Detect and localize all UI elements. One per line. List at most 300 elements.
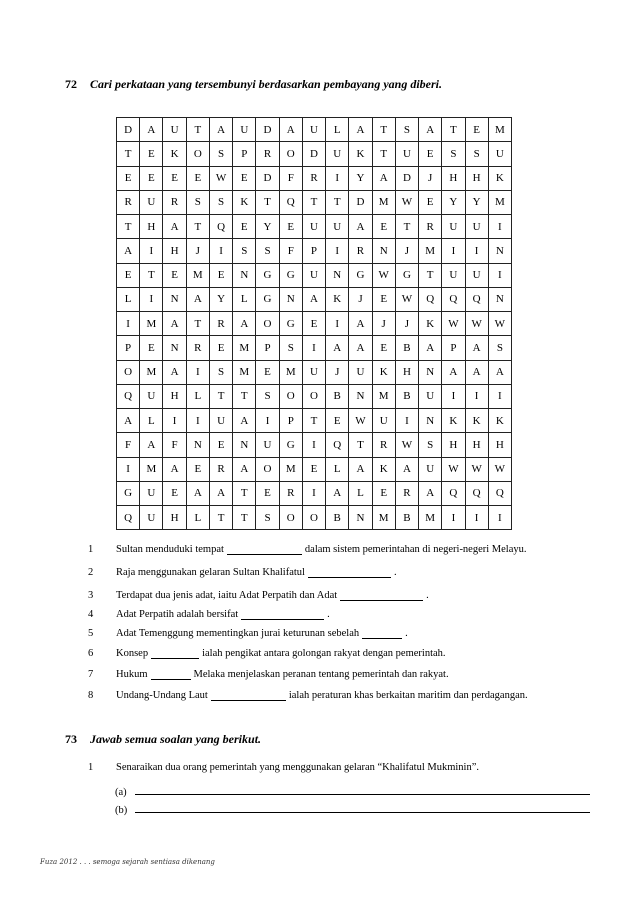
grid-cell[interactable]: E	[233, 166, 256, 190]
grid-cell[interactable]: W	[488, 312, 511, 336]
clue-answer-blank[interactable]	[151, 668, 191, 680]
grid-cell[interactable]: L	[140, 409, 163, 433]
grid-cell[interactable]: A	[163, 457, 186, 481]
grid-cell[interactable]: K	[465, 409, 488, 433]
grid-cell[interactable]: J	[349, 287, 372, 311]
grid-cell[interactable]: A	[326, 481, 349, 505]
grid-cell[interactable]: J	[326, 360, 349, 384]
grid-cell[interactable]: T	[372, 142, 395, 166]
grid-cell[interactable]: K	[163, 142, 186, 166]
grid-cell[interactable]: A	[465, 360, 488, 384]
grid-cell[interactable]: S	[186, 190, 209, 214]
grid-cell[interactable]: A	[326, 336, 349, 360]
grid-cell[interactable]: D	[302, 142, 325, 166]
grid-cell[interactable]: A	[442, 360, 465, 384]
grid-cell[interactable]: G	[117, 481, 140, 505]
grid-cell[interactable]: U	[442, 215, 465, 239]
grid-cell[interactable]: P	[442, 336, 465, 360]
grid-cell[interactable]: W	[395, 287, 418, 311]
grid-cell[interactable]: T	[117, 142, 140, 166]
grid-cell[interactable]: R	[279, 481, 302, 505]
grid-cell[interactable]: A	[163, 215, 186, 239]
grid-cell[interactable]: A	[117, 409, 140, 433]
grid-cell[interactable]: E	[419, 142, 442, 166]
grid-cell[interactable]: A	[209, 481, 232, 505]
grid-cell[interactable]: G	[279, 263, 302, 287]
grid-cell[interactable]: H	[163, 239, 186, 263]
grid-cell[interactable]: A	[140, 433, 163, 457]
grid-cell[interactable]: Q	[326, 433, 349, 457]
grid-cell[interactable]: Q	[442, 287, 465, 311]
grid-cell[interactable]: K	[442, 409, 465, 433]
grid-cell[interactable]: T	[326, 190, 349, 214]
grid-cell[interactable]: J	[372, 312, 395, 336]
grid-cell[interactable]: M	[488, 118, 511, 142]
grid-cell[interactable]: R	[372, 433, 395, 457]
grid-cell[interactable]: Y	[256, 215, 279, 239]
grid-cell[interactable]: E	[256, 360, 279, 384]
grid-cell[interactable]: K	[372, 457, 395, 481]
grid-cell[interactable]: W	[442, 457, 465, 481]
grid-cell[interactable]: L	[186, 506, 209, 530]
grid-cell[interactable]: U	[302, 360, 325, 384]
grid-cell[interactable]: U	[140, 384, 163, 408]
grid-cell[interactable]: R	[395, 481, 418, 505]
grid-cell[interactable]: K	[349, 142, 372, 166]
grid-cell[interactable]: R	[349, 239, 372, 263]
grid-cell[interactable]: A	[419, 481, 442, 505]
grid-cell[interactable]: A	[488, 360, 511, 384]
grid-cell[interactable]: A	[349, 118, 372, 142]
grid-cell[interactable]: U	[302, 215, 325, 239]
grid-cell[interactable]: F	[163, 433, 186, 457]
grid-cell[interactable]: E	[209, 263, 232, 287]
grid-cell[interactable]: I	[256, 409, 279, 433]
grid-cell[interactable]: T	[302, 190, 325, 214]
grid-cell[interactable]: U	[465, 263, 488, 287]
grid-cell[interactable]: N	[488, 287, 511, 311]
grid-cell[interactable]: L	[326, 118, 349, 142]
grid-cell[interactable]: E	[372, 287, 395, 311]
grid-cell[interactable]: I	[488, 506, 511, 530]
grid-cell[interactable]: N	[163, 287, 186, 311]
grid-cell[interactable]: I	[465, 239, 488, 263]
grid-cell[interactable]: M	[419, 506, 442, 530]
grid-cell[interactable]: D	[256, 166, 279, 190]
grid-cell[interactable]: N	[163, 336, 186, 360]
grid-cell[interactable]: T	[186, 215, 209, 239]
grid-cell[interactable]: F	[279, 239, 302, 263]
grid-cell[interactable]: I	[395, 409, 418, 433]
clue-answer-blank[interactable]	[340, 589, 423, 601]
grid-cell[interactable]: N	[419, 360, 442, 384]
grid-cell[interactable]: I	[488, 263, 511, 287]
grid-cell[interactable]: B	[395, 384, 418, 408]
grid-cell[interactable]: G	[256, 263, 279, 287]
grid-cell[interactable]: E	[372, 336, 395, 360]
grid-cell[interactable]: K	[233, 190, 256, 214]
grid-cell[interactable]: M	[488, 190, 511, 214]
grid-cell[interactable]: T	[233, 506, 256, 530]
grid-cell[interactable]: A	[349, 457, 372, 481]
grid-cell[interactable]: S	[465, 142, 488, 166]
grid-cell[interactable]: R	[186, 336, 209, 360]
grid-cell[interactable]: E	[256, 481, 279, 505]
grid-cell[interactable]: U	[163, 118, 186, 142]
grid-cell[interactable]: E	[465, 118, 488, 142]
grid-cell[interactable]: H	[442, 166, 465, 190]
grid-cell[interactable]: I	[326, 166, 349, 190]
grid-cell[interactable]: A	[117, 239, 140, 263]
grid-cell[interactable]: S	[209, 190, 232, 214]
grid-cell[interactable]: G	[279, 433, 302, 457]
grid-cell[interactable]: E	[372, 481, 395, 505]
grid-cell[interactable]: A	[465, 336, 488, 360]
grid-cell[interactable]: S	[209, 142, 232, 166]
grid-cell[interactable]: A	[163, 312, 186, 336]
clue-answer-blank[interactable]	[227, 543, 302, 555]
grid-cell[interactable]: E	[279, 215, 302, 239]
grid-cell[interactable]: A	[279, 118, 302, 142]
grid-cell[interactable]: U	[326, 215, 349, 239]
grid-cell[interactable]: P	[302, 239, 325, 263]
grid-cell[interactable]: J	[395, 312, 418, 336]
grid-cell[interactable]: E	[186, 166, 209, 190]
grid-cell[interactable]: U	[140, 506, 163, 530]
grid-cell[interactable]: H	[488, 433, 511, 457]
grid-cell[interactable]: U	[419, 384, 442, 408]
grid-cell[interactable]: N	[186, 433, 209, 457]
grid-cell[interactable]: O	[279, 384, 302, 408]
grid-cell[interactable]: U	[488, 142, 511, 166]
grid-cell[interactable]: P	[256, 336, 279, 360]
grid-cell[interactable]: L	[233, 287, 256, 311]
grid-cell[interactable]: M	[233, 336, 256, 360]
grid-cell[interactable]: I	[465, 506, 488, 530]
grid-cell[interactable]: K	[326, 287, 349, 311]
grid-cell[interactable]: E	[163, 263, 186, 287]
grid-cell[interactable]: T	[372, 118, 395, 142]
grid-cell[interactable]: N	[488, 239, 511, 263]
grid-cell[interactable]: U	[256, 433, 279, 457]
grid-cell[interactable]: N	[349, 506, 372, 530]
grid-cell[interactable]: O	[279, 142, 302, 166]
grid-cell[interactable]: E	[209, 336, 232, 360]
grid-cell[interactable]: A	[233, 457, 256, 481]
grid-cell[interactable]: T	[442, 118, 465, 142]
grid-cell[interactable]: Q	[279, 190, 302, 214]
grid-cell[interactable]: U	[209, 409, 232, 433]
grid-cell[interactable]: I	[326, 239, 349, 263]
grid-cell[interactable]: J	[419, 166, 442, 190]
grid-cell[interactable]: K	[372, 360, 395, 384]
grid-cell[interactable]: E	[302, 312, 325, 336]
grid-cell[interactable]: E	[186, 457, 209, 481]
grid-cell[interactable]: I	[163, 409, 186, 433]
grid-cell[interactable]: Q	[465, 481, 488, 505]
grid-cell[interactable]: P	[233, 142, 256, 166]
grid-cell[interactable]: M	[279, 457, 302, 481]
grid-cell[interactable]: E	[419, 190, 442, 214]
grid-cell[interactable]: H	[163, 506, 186, 530]
grid-cell[interactable]: L	[186, 384, 209, 408]
grid-cell[interactable]: U	[302, 118, 325, 142]
grid-cell[interactable]: I	[488, 215, 511, 239]
grid-cell[interactable]: I	[488, 384, 511, 408]
grid-cell[interactable]: O	[186, 142, 209, 166]
clue-answer-blank[interactable]	[241, 608, 324, 620]
grid-cell[interactable]: A	[209, 118, 232, 142]
grid-cell[interactable]: B	[326, 384, 349, 408]
grid-cell[interactable]: S	[209, 360, 232, 384]
grid-cell[interactable]: D	[349, 190, 372, 214]
grid-cell[interactable]: Y	[465, 190, 488, 214]
grid-cell[interactable]: P	[117, 336, 140, 360]
grid-cell[interactable]: W	[209, 166, 232, 190]
clue-answer-blank[interactable]	[362, 627, 402, 639]
grid-cell[interactable]: W	[395, 433, 418, 457]
grid-cell[interactable]: J	[395, 239, 418, 263]
grid-cell[interactable]: U	[442, 263, 465, 287]
grid-cell[interactable]: E	[233, 215, 256, 239]
grid-cell[interactable]: R	[163, 190, 186, 214]
grid-cell[interactable]: T	[256, 190, 279, 214]
grid-cell[interactable]: H	[442, 433, 465, 457]
grid-cell[interactable]: U	[372, 409, 395, 433]
grid-cell[interactable]: U	[140, 481, 163, 505]
grid-cell[interactable]: A	[233, 312, 256, 336]
grid-cell[interactable]: U	[302, 263, 325, 287]
grid-cell[interactable]: M	[279, 360, 302, 384]
grid-cell[interactable]: E	[372, 215, 395, 239]
grid-cell[interactable]: D	[256, 118, 279, 142]
grid-cell[interactable]: O	[117, 360, 140, 384]
clue-answer-blank[interactable]	[308, 566, 391, 578]
grid-cell[interactable]: W	[349, 409, 372, 433]
grid-cell[interactable]: E	[140, 336, 163, 360]
grid-cell[interactable]: U	[349, 360, 372, 384]
answer-line-a[interactable]	[135, 794, 590, 795]
grid-cell[interactable]: Q	[209, 215, 232, 239]
grid-cell[interactable]: Q	[117, 506, 140, 530]
grid-cell[interactable]: K	[488, 409, 511, 433]
grid-cell[interactable]: H	[163, 384, 186, 408]
grid-cell[interactable]: H	[465, 166, 488, 190]
grid-cell[interactable]: A	[186, 287, 209, 311]
grid-cell[interactable]: I	[442, 239, 465, 263]
grid-cell[interactable]: I	[209, 239, 232, 263]
grid-cell[interactable]: Q	[419, 287, 442, 311]
grid-cell[interactable]: T	[209, 384, 232, 408]
grid-cell[interactable]: R	[209, 457, 232, 481]
grid-cell[interactable]: W	[442, 312, 465, 336]
grid-cell[interactable]: S	[233, 239, 256, 263]
grid-cell[interactable]: H	[140, 215, 163, 239]
grid-cell[interactable]: H	[465, 433, 488, 457]
grid-cell[interactable]: A	[233, 409, 256, 433]
grid-cell[interactable]: R	[302, 166, 325, 190]
grid-cell[interactable]: N	[233, 433, 256, 457]
grid-cell[interactable]: S	[279, 336, 302, 360]
grid-cell[interactable]: O	[302, 384, 325, 408]
grid-cell[interactable]: M	[372, 190, 395, 214]
grid-cell[interactable]: O	[256, 457, 279, 481]
grid-cell[interactable]: N	[372, 239, 395, 263]
grid-cell[interactable]: W	[465, 312, 488, 336]
grid-cell[interactable]: T	[302, 409, 325, 433]
grid-cell[interactable]: E	[117, 166, 140, 190]
grid-cell[interactable]: K	[419, 312, 442, 336]
grid-cell[interactable]: M	[372, 384, 395, 408]
clue-answer-blank[interactable]	[151, 647, 199, 659]
grid-cell[interactable]: T	[349, 433, 372, 457]
grid-cell[interactable]: S	[256, 239, 279, 263]
grid-cell[interactable]: S	[256, 384, 279, 408]
grid-cell[interactable]: E	[140, 166, 163, 190]
grid-cell[interactable]: Y	[349, 166, 372, 190]
grid-cell[interactable]: G	[256, 287, 279, 311]
grid-cell[interactable]: R	[209, 312, 232, 336]
grid-cell[interactable]: R	[117, 190, 140, 214]
grid-cell[interactable]: Q	[465, 287, 488, 311]
grid-cell[interactable]: E	[140, 142, 163, 166]
grid-cell[interactable]: U	[395, 142, 418, 166]
grid-cell[interactable]: S	[256, 506, 279, 530]
grid-cell[interactable]: I	[442, 384, 465, 408]
grid-cell[interactable]: I	[117, 312, 140, 336]
grid-cell[interactable]: W	[395, 190, 418, 214]
grid-cell[interactable]: E	[302, 457, 325, 481]
grid-cell[interactable]: Y	[442, 190, 465, 214]
grid-cell[interactable]: M	[140, 457, 163, 481]
grid-cell[interactable]: I	[140, 287, 163, 311]
grid-cell[interactable]: A	[349, 312, 372, 336]
grid-cell[interactable]: N	[279, 287, 302, 311]
grid-cell[interactable]: A	[395, 457, 418, 481]
grid-cell[interactable]: T	[209, 506, 232, 530]
grid-cell[interactable]: I	[326, 312, 349, 336]
grid-cell[interactable]: A	[140, 118, 163, 142]
grid-cell[interactable]: T	[233, 481, 256, 505]
grid-cell[interactable]: O	[256, 312, 279, 336]
grid-cell[interactable]: I	[302, 481, 325, 505]
grid-cell[interactable]: U	[465, 215, 488, 239]
grid-cell[interactable]: E	[209, 433, 232, 457]
grid-cell[interactable]: W	[465, 457, 488, 481]
grid-cell[interactable]: I	[302, 433, 325, 457]
grid-cell[interactable]: O	[279, 506, 302, 530]
grid-cell[interactable]: S	[442, 142, 465, 166]
grid-cell[interactable]: Q	[488, 481, 511, 505]
grid-cell[interactable]: A	[349, 336, 372, 360]
grid-cell[interactable]: S	[395, 118, 418, 142]
grid-row	[117, 409, 512, 433]
grid-cell[interactable]: D	[395, 166, 418, 190]
grid-cell[interactable]: K	[488, 166, 511, 190]
grid-cell[interactable]: A	[372, 166, 395, 190]
clue-answer-blank[interactable]	[211, 689, 286, 701]
grid-cell[interactable]: U	[419, 457, 442, 481]
grid-cell[interactable]: A	[163, 360, 186, 384]
grid-cell[interactable]: T	[395, 215, 418, 239]
grid-cell[interactable]: M	[372, 506, 395, 530]
grid-cell[interactable]: G	[395, 263, 418, 287]
grid-cell[interactable]: T	[419, 263, 442, 287]
grid-cell[interactable]: S	[488, 336, 511, 360]
grid-cell[interactable]: I	[140, 239, 163, 263]
grid-cell[interactable]: T	[117, 215, 140, 239]
grid-cell[interactable]: F	[117, 433, 140, 457]
grid-cell[interactable]: A	[419, 118, 442, 142]
grid-cell[interactable]: F	[279, 166, 302, 190]
grid-cell[interactable]: Y	[209, 287, 232, 311]
grid-cell[interactable]: I	[302, 336, 325, 360]
grid-cell[interactable]: M	[186, 263, 209, 287]
grid-cell[interactable]: W	[488, 457, 511, 481]
grid-cell[interactable]: A	[302, 287, 325, 311]
grid-cell[interactable]: T	[233, 384, 256, 408]
grid-cell[interactable]: I	[442, 506, 465, 530]
grid-cell[interactable]: W	[372, 263, 395, 287]
grid-cell[interactable]: A	[349, 215, 372, 239]
grid-cell[interactable]: B	[395, 506, 418, 530]
grid-cell[interactable]: I	[186, 360, 209, 384]
grid-cell[interactable]: I	[186, 409, 209, 433]
grid-cell[interactable]: N	[419, 409, 442, 433]
grid-cell[interactable]: U	[233, 118, 256, 142]
grid-cell[interactable]: E	[117, 263, 140, 287]
grid-cell[interactable]: A	[186, 481, 209, 505]
grid-cell[interactable]: R	[256, 142, 279, 166]
grid-cell[interactable]: E	[163, 166, 186, 190]
grid-cell[interactable]: T	[186, 312, 209, 336]
answer-line-b[interactable]	[135, 812, 590, 813]
grid-cell[interactable]: Q	[117, 384, 140, 408]
grid-cell[interactable]: M	[233, 360, 256, 384]
grid-cell[interactable]: N	[349, 384, 372, 408]
grid-cell[interactable]: P	[279, 409, 302, 433]
grid-cell[interactable]: L	[349, 481, 372, 505]
grid-cell[interactable]: M	[419, 239, 442, 263]
grid-cell[interactable]: Q	[442, 481, 465, 505]
grid-cell[interactable]: H	[395, 360, 418, 384]
grid-cell[interactable]: N	[326, 263, 349, 287]
grid-cell[interactable]: G	[349, 263, 372, 287]
grid-cell[interactable]: R	[419, 215, 442, 239]
grid-cell[interactable]: U	[140, 190, 163, 214]
grid-cell[interactable]: G	[279, 312, 302, 336]
grid-cell[interactable]: T	[140, 263, 163, 287]
grid-cell[interactable]: L	[326, 457, 349, 481]
grid-cell[interactable]: M	[140, 360, 163, 384]
grid-cell[interactable]: O	[302, 506, 325, 530]
grid-cell[interactable]: U	[326, 142, 349, 166]
grid-cell[interactable]: J	[186, 239, 209, 263]
grid-cell[interactable]: E	[163, 481, 186, 505]
grid-cell[interactable]: B	[326, 506, 349, 530]
grid-cell[interactable]: D	[117, 118, 140, 142]
grid-cell[interactable]: T	[186, 118, 209, 142]
grid-cell[interactable]: E	[326, 409, 349, 433]
grid-cell[interactable]: N	[233, 263, 256, 287]
grid-cell[interactable]: I	[465, 384, 488, 408]
grid-cell[interactable]: B	[395, 336, 418, 360]
grid-cell[interactable]: I	[117, 457, 140, 481]
grid-cell[interactable]: S	[419, 433, 442, 457]
grid-cell[interactable]: A	[419, 336, 442, 360]
grid-cell[interactable]: L	[117, 287, 140, 311]
grid-cell[interactable]: M	[140, 312, 163, 336]
